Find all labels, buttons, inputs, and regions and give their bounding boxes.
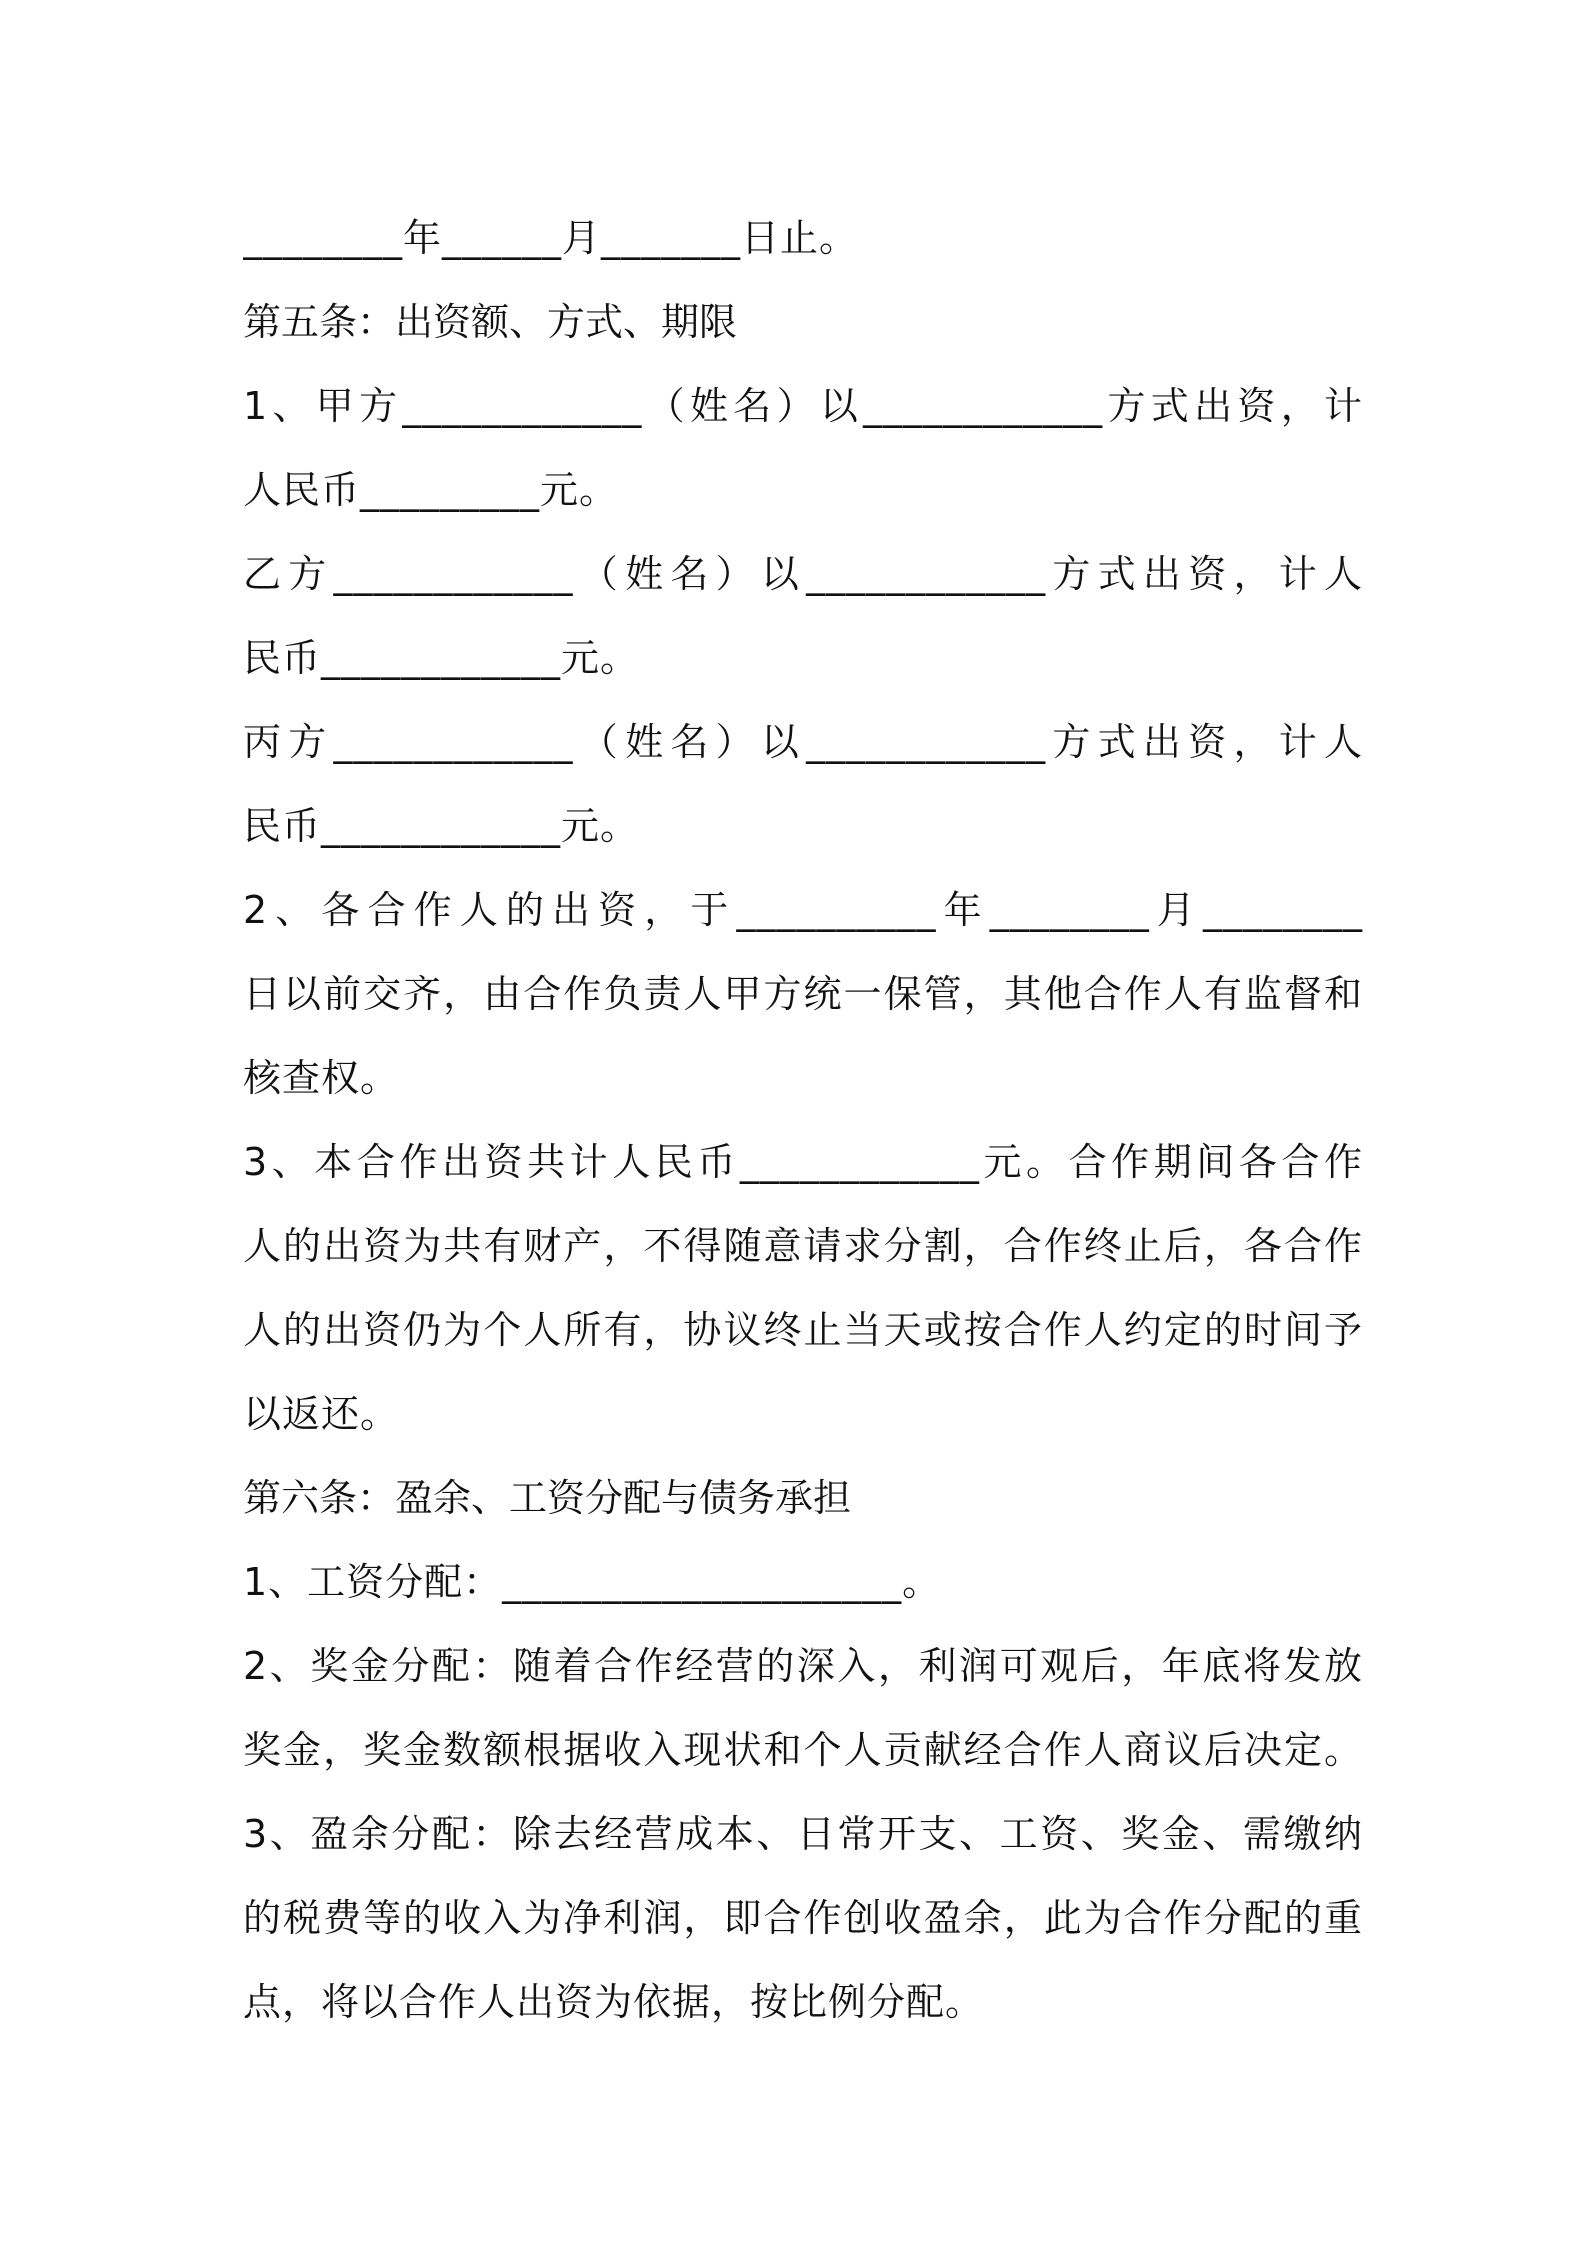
text-line-item-3-3: 人的出资仍为个人所有，协议终止当天或按合作人约定的时间予 <box>243 1308 1363 1352</box>
text-line-party-a-2: 人民币_________元。 <box>243 468 619 512</box>
text-line-item-3-4: 以返还。 <box>243 1392 400 1436</box>
text-line-party-a-1: 1、甲方____________（姓名）以____________方式出资，计 <box>243 384 1363 428</box>
text-line-item-3-2: 人的出资为共有财产，不得随意请求分割，合作终止后，各合作 <box>243 1224 1363 1268</box>
text-line-item-2-2: 日以前交齐，由合作负责人甲方统一保管，其他合作人有监督和 <box>243 972 1363 1016</box>
text-line-item-2-3: 核查权。 <box>243 1056 400 1100</box>
article-6-heading: 第六条：盈余、工资分配与债务承担 <box>243 1476 852 1520</box>
text-line-party-c-2: 民币____________元。 <box>243 804 640 848</box>
text-line-bonus-1: 2、奖金分配：随着合作经营的深入，利润可观后，年底将发放 <box>243 1644 1363 1688</box>
text-line-item-2-1: 2、各合作人的出资，于__________年________月________ <box>243 888 1363 932</box>
text-line-date-end: ________年______月_______日止。 <box>243 216 859 260</box>
text-line-surplus-2: 的税费等的收入为净利润，即合作创收盈余，此为合作分配的重 <box>243 1896 1363 1940</box>
document-page <box>243 196 1363 2044</box>
text-line-surplus-1: 3、盈余分配：除去经营成本、日常开支、工资、奖金、需缴纳 <box>243 1812 1363 1856</box>
text-line-surplus-3: 点，将以合作人出资为依据，按比例分配。 <box>243 1980 985 2024</box>
text-line-bonus-2: 奖金，奖金数额根据收入现状和个人贡献经合作人商议后决定。 <box>243 1728 1363 1772</box>
text-line-party-b-1: 乙方____________（姓名）以____________方式出资，计人 <box>243 552 1363 596</box>
text-line-wage: 1、工资分配：____________________。 <box>243 1560 942 1604</box>
text-line-party-b-2: 民币____________元。 <box>243 636 640 680</box>
article-5-heading: 第五条：出资额、方式、期限 <box>243 300 738 344</box>
text-line-party-c-1: 丙方____________（姓名）以____________方式出资，计人 <box>243 720 1363 764</box>
text-line-item-3-1: 3、本合作出资共计人民币____________元。合作期间各合作 <box>243 1140 1363 1184</box>
